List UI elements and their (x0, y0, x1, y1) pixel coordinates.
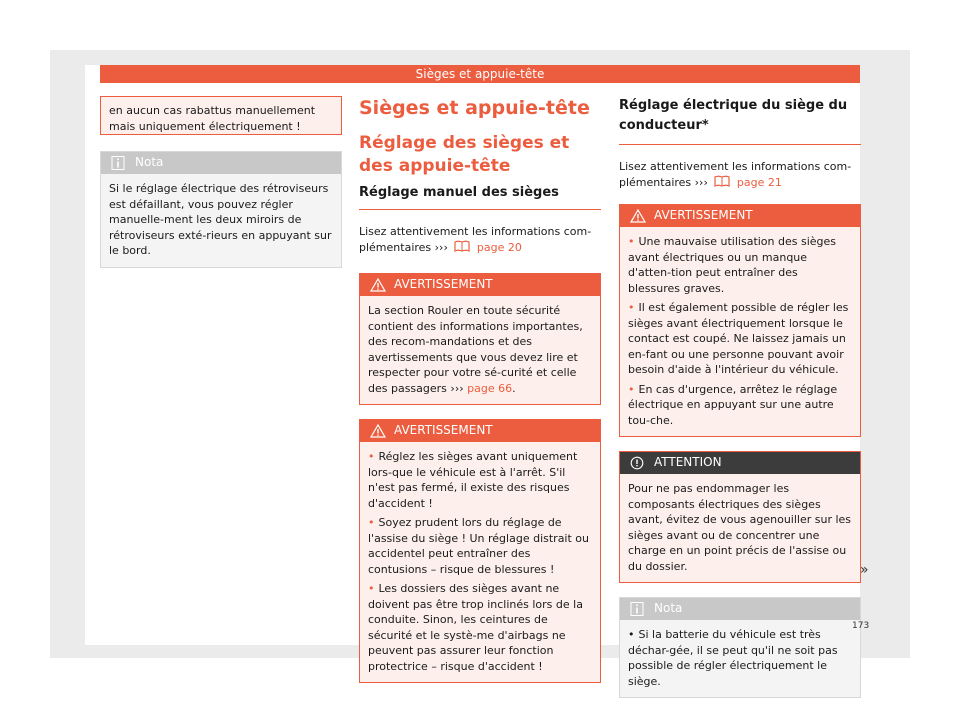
column-2 (359, 96, 601, 683)
info-icon (630, 602, 646, 616)
list-item-text: Soyez prudent lors du réglage de l'assise du siège ! Un réglage distrait ou accidentel peut entraîner des contusions – risque de blessures ! (368, 516, 589, 576)
list-item: • Il est également possible de régler les sièges avant électriquement lorsque le contact est coupé. Ne laissez jamais un en-fant ou une personne pouvant avoir besoin d'aide à l'intérieur du véhicule. (628, 301, 849, 376)
warning-label-1: AVERTISSEMENT (394, 277, 493, 292)
list-item-text: Il est également possible de régler les sièges avant électriquement lorsque le contact est coupé. Ne laissez jamais un en-fant ou une personne pouvant avoir besoin d'aide à l'intérieur du véhicule. (628, 301, 849, 376)
warning-triangle-icon (370, 278, 386, 292)
note-list (620, 620, 860, 697)
info-icon (111, 156, 127, 170)
warning-list-3 (620, 227, 860, 436)
section-subtitle: Réglage des sièges et des appuie-tête (359, 133, 570, 176)
arrows: ››› (450, 381, 464, 395)
note-label: Nota (654, 601, 683, 616)
arrows: ››› (694, 175, 708, 189)
column-1 (100, 96, 342, 268)
attention-text: Pour ne pas endommager les composants électriques des sièges avant, évitez de vous agenouiller sur les sièges avant ou de concentrer une charge en un point précis de l'assise ou du dossier. (628, 482, 852, 573)
chapter-header: Sièges et appuie-tête (100, 65, 860, 83)
warning-triangle-icon (630, 209, 646, 223)
warning-header-3 (620, 205, 860, 227)
subsection-heading: Réglage électrique du siège du conducteur* (619, 96, 861, 145)
continue-arrow: » (860, 562, 869, 578)
list-item-text: Réglez les sièges avant uniquement lors-que le véhicule est à l'arrêt. S'il n'est pas fermé, il existe des risques d'accident ! (368, 450, 578, 510)
list-item: • Une mauvaise utilisation des sièges avant électriques ou un manque d'atten-tion peut entraîner des blessures graves. (628, 235, 837, 295)
note-header (620, 598, 860, 620)
read-more-text: Lisez attentivement les informations com-plémentaires (619, 160, 852, 189)
page-link[interactable]: page 21 (736, 175, 782, 189)
note-box (100, 151, 342, 268)
list-item-text: Si la batterie du véhicule est très déchar-gée, il se peut qu'il ne soit pas possible de régler électriquement le siège. (628, 628, 838, 688)
list-item: • Réglez les sièges avant uniquement lors-que le véhicule est à l'arrêt. S'il n'est pas fermé, il existe des risques d'accident ! (368, 450, 578, 510)
note-label: Nota (135, 155, 164, 170)
warning-continuation-box (100, 96, 342, 135)
warning-body-1: La section Rouler en toute sécurité contient des informations importantes, des recom-mandations et des avertissements que vous devez lire et respecter pour votre sé-curité et celle des passagers (368, 304, 583, 395)
warning-box-2 (359, 419, 601, 683)
read-more-paragraph (619, 159, 861, 190)
list-item-text: Une mauvaise utilisation des sièges avant électriques ou un manque d'atten-tion peut entraîner des blessures graves. (628, 235, 837, 295)
warning-label-3: AVERTISSEMENT (654, 208, 753, 223)
list-item: • Si la batterie du véhicule est très déchar-gée, il se peut qu'il ne soit pas possible de régler électriquement le siège. (628, 628, 838, 688)
page-number: 173 (852, 621, 870, 631)
warning-label-2: AVERTISSEMENT (394, 423, 493, 438)
column-3 (619, 96, 861, 698)
punctuation: . (512, 381, 516, 395)
list-item: • Les dossiers des sièges avant ne doivent pas être trop inclinés lors de la conduite. Sinon, les ceintures de sécurité et le systè-me d'airbags ne peuvent pas assurer leur fonction protectrice – risque d'accident ! (368, 582, 583, 673)
warning-box-1 (359, 273, 601, 405)
list-item: • En cas d'urgence, arrêtez le réglage électrique en appuyant sur une autre tou-che. (628, 382, 838, 427)
warning-continuation-text: en aucun cas rabattus manuellement mais uniquement électriquement ! (109, 104, 316, 133)
page-link[interactable]: page 66 (467, 381, 513, 395)
list-item-text: Les dossiers des sièges avant ne doivent pas être trop inclinés lors de la conduite. Sinon, les ceintures de sécurité et le systè-me d'airbags ne peuvent pas assurer leur fonction protectrice – risque d'accident ! (368, 582, 583, 673)
read-more-paragraph (359, 224, 601, 255)
warning-text-1 (360, 296, 600, 404)
read-more-text: Lisez attentivement les informations com-plémentaires (359, 225, 592, 254)
note-box (619, 597, 861, 698)
warning-box-3 (619, 204, 861, 437)
attention-box (619, 451, 861, 583)
warning-list-2 (360, 442, 600, 682)
arrows: ››› (434, 240, 448, 254)
list-item-text: En cas d'urgence, arrêtez le réglage électrique en appuyant sur une autre tou-che. (628, 382, 838, 427)
warning-header-1 (360, 274, 600, 296)
note-header (101, 152, 341, 174)
subsection-heading: Réglage manuel des sièges (359, 184, 601, 210)
attention-header (620, 452, 860, 474)
page-link[interactable]: page 20 (476, 240, 522, 254)
alert-circle-icon (630, 456, 646, 470)
attention-label: ATTENTION (654, 455, 722, 470)
section-title: Sièges et appuie-tête (359, 97, 590, 119)
note-text: Si le réglage électrique des rétroviseurs est défaillant, vous pouvez régler manuelle-ment les deux miroirs de rétroviseurs exté-rieurs en appuyant sur le bord. (109, 182, 332, 257)
list-item: • Soyez prudent lors du réglage de l'assise du siège ! Un réglage distrait ou accidentel peut entraîner des contusions – risque de blessures ! (368, 516, 589, 576)
warning-header-2 (360, 420, 600, 442)
book-icon (454, 240, 470, 252)
book-icon (714, 175, 730, 187)
warning-triangle-icon (370, 424, 386, 438)
